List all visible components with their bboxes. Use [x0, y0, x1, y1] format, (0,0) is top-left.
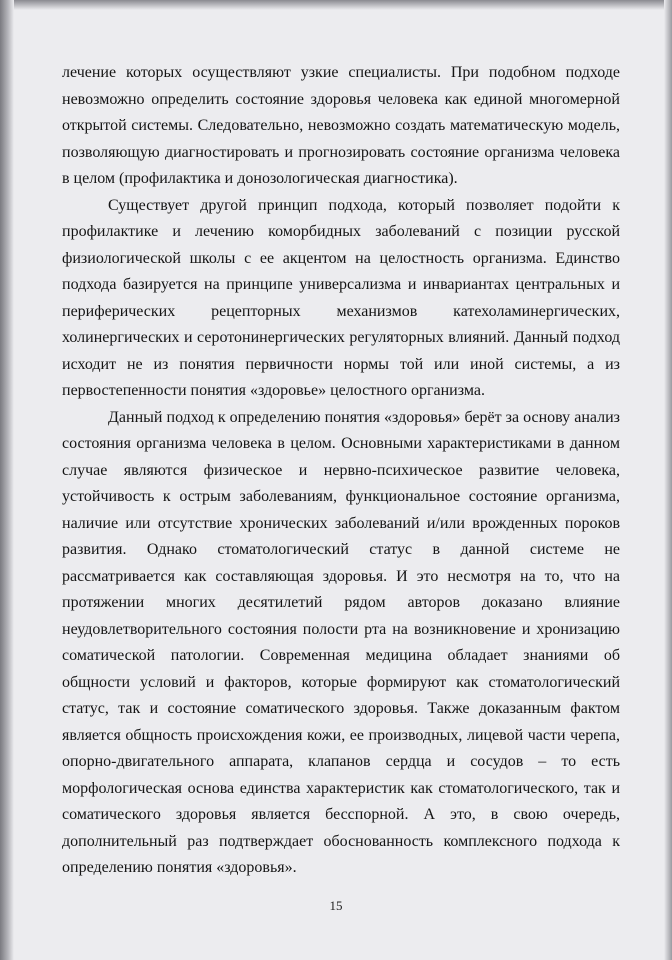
paragraph-2: Существует другой принцип подхода, который позволяет подойти к профилактике и лечению коморбидных заболеваний с позиции русской физиологической школы с ее акцентом на целостность организма. Единство подхода базируется на принципе универсализма и инвариантах центральных и периферических рецепторных механизмов катехоламинергических, холинергических и серотонинергических регуляторных влияний. Данный подход исходит не из понятия первичности нормы той или иной системы, а из первостепенности понятия «здоровье» целостного организма.	[62, 196, 620, 399]
scan-shadow-right	[664, 0, 672, 960]
paragraph-1: лечение которых осуществляют узкие специалисты. При подобном подходе невозможно определить состояние здоровья человека как единой многомерной открытой системы. Следовательно, невозможно создать математическую модель, позволяющую диагностировать и прогнозировать состояние организма человека в целом (профилактика и донозологическая диагностика).	[62, 64, 620, 187]
scan-shadow-top	[0, 0, 672, 10]
body-text	[62, 60, 620, 882]
page-number: 15	[329, 898, 343, 913]
paragraph-3: Данный подход к определению понятия «здоровья» берёт за основу анализ состояния организма человека в целом. Основными характеристиками в данном случае являются физическое и нервно-психическое развитие человека, устойчивость к острым заболеваниям, функциональное состояние организма, наличие или отсутствие хронических заболеваний и/или врожденных пороков развития. Однако стоматологический статус в данной системе не рассматривается как составляющая здоровья. И это несмотря на то, что на протяжении многих десятилетий рядом авторов доказано влияние неудовлетворительного состояния полости рта на возникновение и хронизацию соматической патологии. Современная медицина обладает знаниями об общности условий и факторов, которые формируют как стоматологический статус, так и состояние соматического здоровья. Также доказанным фактом является общность происхождения кожи, ее производных, лицевой части черепа, опорно-двигательного аппарата, клапанов сердца и сосудов – то есть морфологическая основа единства характеристик как стоматологического, так и соматического здоровья является бесспорной. А это, в свою очередь, дополнительный раз подтверждает обоснованность комплексного подхода к определению понятия «здоровья».	[62, 408, 620, 876]
scan-shadow-left	[0, 0, 14, 960]
